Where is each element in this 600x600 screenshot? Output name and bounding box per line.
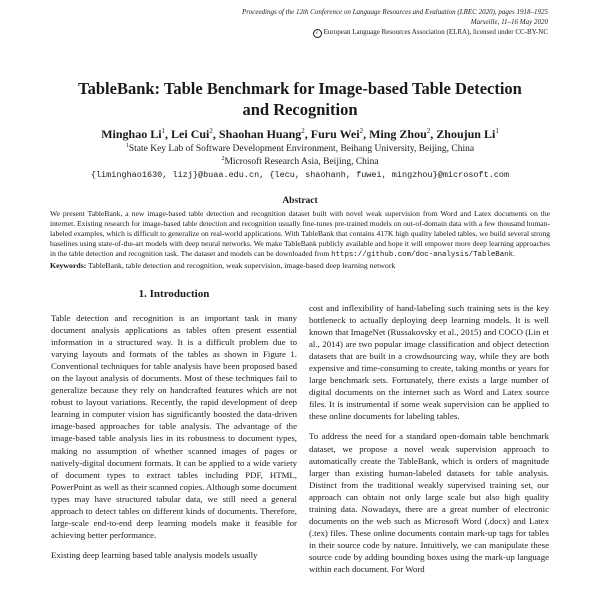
author-name: Zhoujun Li — [436, 127, 496, 141]
license-line — [218, 28, 548, 38]
venue-line: Marseille, 11–16 May 2020 — [470, 17, 548, 26]
keywords-text: TableBank, table detection and recognition, weak supervision, image-based deep learning network — [86, 261, 396, 270]
dataset-link[interactable]: https://github.com/doc-analysis/TableBank — [331, 251, 514, 259]
author-affil-mark: 2 — [426, 127, 431, 135]
paragraph: cost and inflexibility of hand-labeling such training sets is the key bottleneck to actually deploying deep learning models. It is well known that ImageNet (Russakovsky et al., 2015) and COCO (Lin et al., 2014) are two popular image classification and object detection datasets that are built in a crowdsourcing way, while they are both expensive and time-consuming to create, taking months or years for large benchmark sets. Fortunately, there exists a large number of digital documents on the internet such as Word and Latex source files. It is instrumental if some weak supervision can be applied to these online documents for labeling tables. — [309, 303, 549, 422]
abstract-body — [50, 209, 550, 260]
author-affil-mark: 1 — [495, 127, 499, 135]
author-name: Minghao Li — [101, 127, 162, 141]
author-name: Shaohan Huang — [218, 127, 302, 141]
affil-text: State Key Lab of Software Development Environment, Beihang University, Beijing, China — [128, 144, 475, 155]
affil-text: Microsoft Research Asia, Beijing, China — [224, 157, 379, 168]
paragraph: Table detection and recognition is an important task in many document analysis applications as tables often present essential information in a structured way. It is a difficult problem due to varying layouts and formats of the tables as shown in Figure 1. Conventional techniques for table analysis have been proposed based on the layout analysis of documents. Most of these techniques fail to generalize because they rely on handcrafted features which are not robust to layout variations. Recently, the rapid development of deep learning in computer vision has significantly boosted the data-driven image-based approaches for table analysis. The advantage of the image-based table analysis lies in its robustness to document types, making no assumption of whether scanned images of pages or natively-digital document formats. It can be applied to a wide variety of document types to extract tables including PDF, HTML, PowerPoint as well as their scanned copies. Although some document types may have structured tabular data, we still need a general approach to detect tables on different kinds of documents. Therefore, large-scale end-to-end deep learning models make it feasible for achieving better performance. — [51, 313, 297, 540]
author-list: Minghao Li$^1$, Lei Cui$^2$, Shaohan Huang$^2$, Furu Wei$^2$, Ming Zhou$^2$, Zhoujun Li$^1$ — [101, 127, 499, 141]
author-name: Ming Zhou — [369, 127, 427, 141]
right-column — [309, 302, 549, 575]
left-column — [51, 312, 297, 561]
section-heading: 1. Introduction — [138, 288, 210, 300]
author-name: Lei Cui — [171, 127, 210, 141]
author-emails: {liminghao1630, lizj}@buaa.edu.cn, {lecu, shaohanh, fuwei, mingzhou}@microsoft.com — [90, 170, 510, 180]
author-affil-mark: 2 — [301, 127, 305, 135]
proceedings-line: Proceedings of the 12th Conference on Language Resources and Evaluation (LREC 2020), pages 1918–1925 — [241, 8, 548, 16]
keywords-line — [50, 261, 550, 270]
author-affil-mark: 1 — [161, 127, 166, 135]
affiliation-2 — [40, 156, 560, 167]
abstract-heading: Abstract — [282, 196, 318, 206]
author-name: Furu Wei — [310, 127, 360, 141]
abstract-end: . — [513, 249, 515, 258]
paper-title: TableBank: Table Benchmark for Image-based Table Detection and Recognition — [78, 79, 522, 119]
affil-mark: 2 — [221, 156, 225, 162]
license-text: European Language Resources Association (ELRA), licensed under CC-BY-NC — [323, 27, 548, 36]
paragraph: To address the need for a standard open-domain table benchmark dataset, we propose a novel weak supervision approach to automatically create the TableBank, which is orders of magnitude larger than existing human-labeled datasets for table analysis. Distinct from the traditional weakly supervised training set, our approach can obtain not only large scale but also high quality training data. Nowadays, there are a great number of electronic documents on the web such as Microsoft Word (.docx) and Latex (.tex) files. These online documents contain mark-up tags for tables in their source code by nature. Intuitively, we can manipulate these source code by adding bounding boxes using the mark-up language within each document. For Word — [309, 431, 549, 574]
affiliation-1 — [40, 143, 560, 154]
abstract-text: We present TableBank, a new image-based table detection and recognition dataset built with novel weak supervision from Word and Latex documents on the internet. Existing research for image-based table detection and recognition usually fine-tunes pre-trained models on out-of-domain data with a few thousand human-labeled examples, which is difficult to generalize on real-world applications. With TableBank that contains 417K high quality labeled tables, we build several strong baselines using state-of-the-art models with deep neural networks. We make TableBank publicly available and hope it will empower more deep learning approaches in the table detection and recognition task. The dataset and models can be downloaded from — [50, 209, 550, 258]
author-affil-mark: 2 — [209, 127, 213, 135]
keywords-label: Keywords: — [50, 261, 87, 270]
proceedings-header — [218, 8, 548, 38]
affil-mark: 1 — [125, 143, 129, 149]
copyright-icon: c — [313, 29, 322, 38]
paragraph: Existing deep learning based table analysis models usually — [51, 549, 258, 560]
author-affil-mark: 2 — [359, 127, 364, 135]
